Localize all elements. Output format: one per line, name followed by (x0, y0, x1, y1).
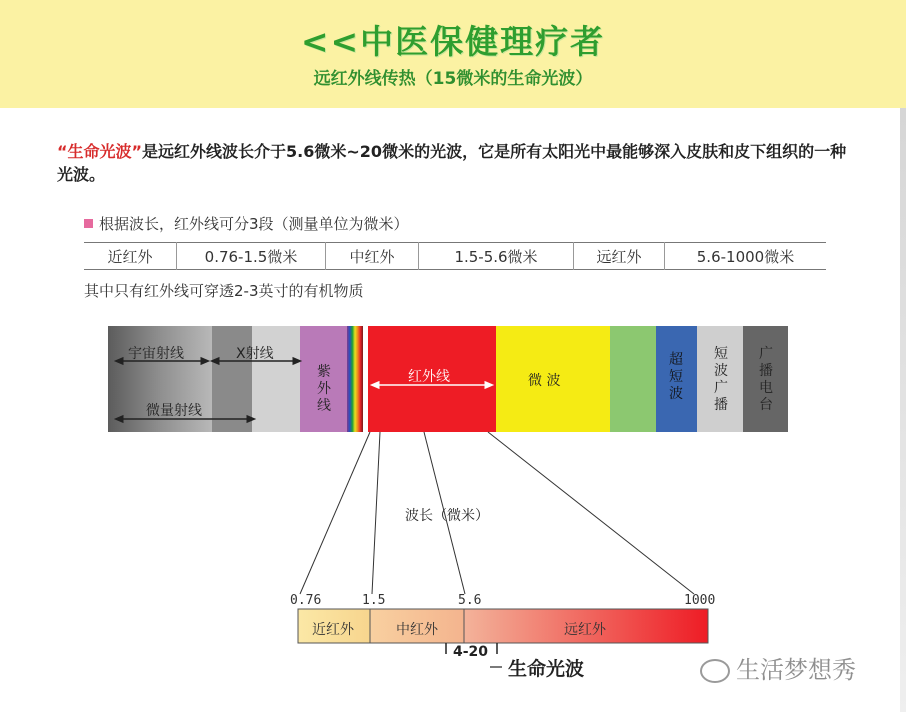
broadcast-label: 广播电台 (759, 346, 773, 413)
tick-label: 5.6 (458, 593, 482, 608)
near-ir-label: 近红外 (312, 622, 354, 638)
mid-ir-label: 中红外 (396, 622, 438, 638)
table-cell: 中红外 (326, 243, 419, 270)
bands-caption-text: 根据波长，红外线可分3段（测量单位为微米） (99, 215, 409, 233)
watermark (700, 650, 856, 685)
microwave-label: 微 波 (528, 373, 561, 389)
page-subtitle: 远红外线传热（15微米的生命光波） (313, 69, 593, 89)
tick-label: 0.76 (290, 593, 322, 608)
tick-label: 1000 (684, 593, 716, 608)
life-wave-highlight: “生命光波” (57, 142, 143, 161)
table-cell: 0.76-1.5微米 (177, 243, 326, 270)
connector-end (488, 432, 694, 594)
life-wave-label: 生命光波 (508, 658, 585, 680)
table-cell: 1.5-5.6微米 (419, 243, 574, 270)
penetration-note: 其中只有红外线可穿透2-3英寸的有机物质 (84, 282, 364, 300)
micro-ray-label: 微量射线 (146, 403, 202, 419)
infrared-label: 红外线 (408, 369, 450, 385)
xray-label: X射线 (236, 346, 274, 362)
connector-mid (372, 432, 380, 594)
table-cell: 近红外 (84, 243, 177, 270)
life-wave-range: 4-20 (453, 644, 489, 660)
cosmic-ray-label: 宇宙射线 (128, 346, 184, 362)
table-cell: 远红外 (574, 243, 665, 270)
far-ir-label: 远红外 (564, 622, 606, 638)
page-title: <<中医保健理疗者 (300, 22, 606, 61)
shortwave-label: 短波广播 (714, 346, 728, 413)
uv-label: 紫外线 (317, 364, 331, 414)
chat-bubble-icon (700, 659, 730, 683)
ultrashort-label: 超短波 (669, 352, 683, 402)
connector-near (300, 432, 370, 594)
intro-text: 是远红外线波长介于5.6微米~20微米的光波，它是所有太阳光中最能够深入皮肤和皮下组织的一种光波。 (57, 142, 847, 184)
watermark-text: 生活梦想秀 (736, 656, 856, 684)
wavelength-label: 波长（微米） (405, 508, 489, 524)
table-cell: 5.6-1000微米 (665, 243, 827, 270)
tick-label: 1.5 (362, 593, 386, 608)
